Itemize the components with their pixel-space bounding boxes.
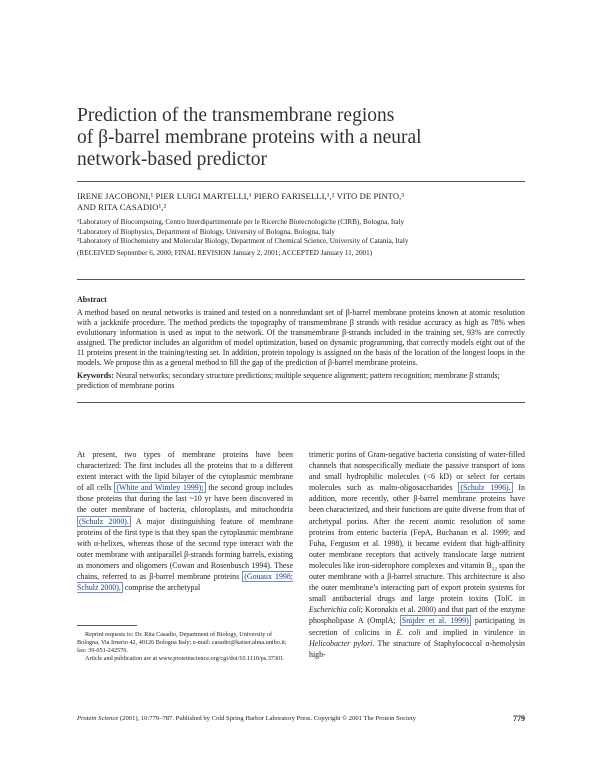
footer-text: (2001), 10:779–787. Published by Cold Spring Harbor Laboratory Press. Copyright © 2001 The Protein Society <box>118 715 416 722</box>
abstract-heading: Abstract <box>77 295 107 304</box>
title-line: of β-barrel membrane proteins with a neural <box>77 127 422 148</box>
species-name: Helicobacter pylori <box>309 638 373 648</box>
body-text: span the outer membrane with a β-barrel structure. This architecture is also the outer membrane’s interacting part of export protein systems for small antibacterial drugs and large protein toxins (TolC in <box>309 560 525 604</box>
citation-link[interactable]: Snijder et al. 1999) <box>401 616 469 626</box>
citation-link[interactable]: (White and Wimley 1999); <box>116 483 204 493</box>
footnote <box>77 631 293 663</box>
body-text: trimeric porins of Gram-negative bacteria consisting of water-filled channels that nonspecifically mediate the passive transport of ions and small hydrophilic molecules (<6 kD) or select for certain molecules such as malto-oligosaccharides <box>309 450 525 493</box>
affiliations <box>77 218 527 247</box>
species-name: Escherichia coli <box>309 605 361 615</box>
body-text: participating in secretion of colicins in <box>309 616 525 637</box>
page-number: 779 <box>513 714 525 723</box>
received-dates: (RECEIVED September 6, 2000; FINAL REVISION January 2, 2001; ACCEPTED January 11, 2001) <box>77 249 373 257</box>
body-text: A major distinguishing feature of membrane proteins of the first type is that they span the cytoplasmic membrane with α-helixes, whereas those of the second type interact with the outer membrane with antiparallel β-strands forming barrels, existing as monomers and oligomers (Cowan and Rosenbusch 1994). These chains, referred to as β-barrel membrane proteins <box>77 516 293 582</box>
citation-link[interactable]: (Schulz 1996). <box>460 483 511 493</box>
abstract-text: A method based on neural networks is trained and tested on a nonredundant set of β-barrel membrane proteins known at atomic resolution with a jackknife procedure. The method predicts the topography of transmembrane β strands with residue accuracy as high as 78% when evolutionary information is used as input to the network. Of the transmembrane β-strands included in the training set, 93% are correctly assigned. The predictor includes an algorithm of model optimization, based on dynamic programming, that correctly models eight out of the 11 proteins present in the training/testing set. In addition, protein topology is assigned on the basis of the location of the longest loops in the models. We propose this as a general method to fill the gap of the prediction of β-barrel membrane proteins. <box>77 308 525 368</box>
authors-line: IRENE JACOBONI,¹ PIER LUIGI MARTELLI,¹ PIERO FARISELLI,¹,² VITO DE PINTO,³ <box>77 191 405 201</box>
footnote-article: Article and publication are at www.proteinscience.org/cgi/doi/10.1110/ps.37301. <box>85 655 285 663</box>
keywords <box>77 371 525 391</box>
body-text: . The structure of Staphylococcal α-hemolysin high- <box>309 638 526 659</box>
divider <box>77 402 525 403</box>
affiliation: ²Laboratory of Biophysics, Department of Biology, University of Bologna, Bologna, Italy <box>77 227 335 236</box>
keywords-label: Keywords: <box>77 371 114 380</box>
footnote-rule <box>77 625 137 626</box>
subscript: 12 <box>491 566 497 573</box>
body-text: ; Koronakis et al. 2000) and that part of the enzyme phospholipase A (OmplA; <box>309 605 525 626</box>
species-name: E. coli <box>396 627 421 637</box>
affiliation: ³Laboratory of Biochemistry and Molecular Biology, Department of Chemical Science, University of Catania, Italy <box>77 237 409 245</box>
footnote-reprint: Reprint requests to: Dr. Rita Casadio, Department of Biology, University of Bologna, Via Irnerio 42, 40126 Bologna Italy; e-mail: casadio@kaiser.alma.unibo.it; fax: 39-051-242576. <box>77 631 287 655</box>
body-text: comprise the archetypal <box>122 583 201 593</box>
author-list <box>77 191 527 213</box>
divider <box>77 181 525 182</box>
article-title <box>77 105 517 171</box>
page-footer <box>77 715 525 722</box>
body-text: the second group includes those proteins that during the last ~10 yr have been discovered in the outer membrane of bacteria, chloroplasts, and mitochondria <box>77 483 293 515</box>
body-text: and implied in virulence in <box>420 627 525 637</box>
title-line: network-based predictor <box>77 149 268 170</box>
affiliation: ¹Laboratory of Biocomputing, Centro Interdipartimentale per le Ricerche Biotecnologiche (CIRB), Bologna, Italy <box>77 218 405 226</box>
divider <box>77 279 525 280</box>
body-column-left <box>77 449 293 593</box>
body-column-right <box>309 449 525 660</box>
keywords-text: Neural networks; secondary structure predictions; multiple sequence alignment; pattern recognition; membrane β strands; prediction of membrane porins <box>77 371 500 391</box>
body-text: At present, two types of membrane proteins have been characterized: The first includes all the proteins that to a different extent interact with the lipid bilayer of the cytoplasmic membrane of all cells <box>77 450 293 493</box>
title-line: Prediction of the transmembrane regions <box>77 105 395 126</box>
body-text: In addition, more recently, other β-barrel membrane proteins have been characterized, and their functions are quite diverse from that of archetypal porins. After the recent atomic resolution of some proteins from enteric bacteria (FepA, Buchanan et al. 1999; and Fuha, Ferguson et al. 1998), it became evident that high-affinity outer membrane receptors that actively translocate large nutrient molecules like iron-siderophore complexes and vitamin B <box>309 483 525 570</box>
citation-link[interactable]: (Gouaux 1998; Schulz 2000), <box>77 572 293 593</box>
authors-line: AND RITA CASADIO¹,² <box>77 202 167 213</box>
citation-link[interactable]: (Schulz 2000). <box>79 516 129 526</box>
journal-name: Protein Science <box>77 715 119 722</box>
